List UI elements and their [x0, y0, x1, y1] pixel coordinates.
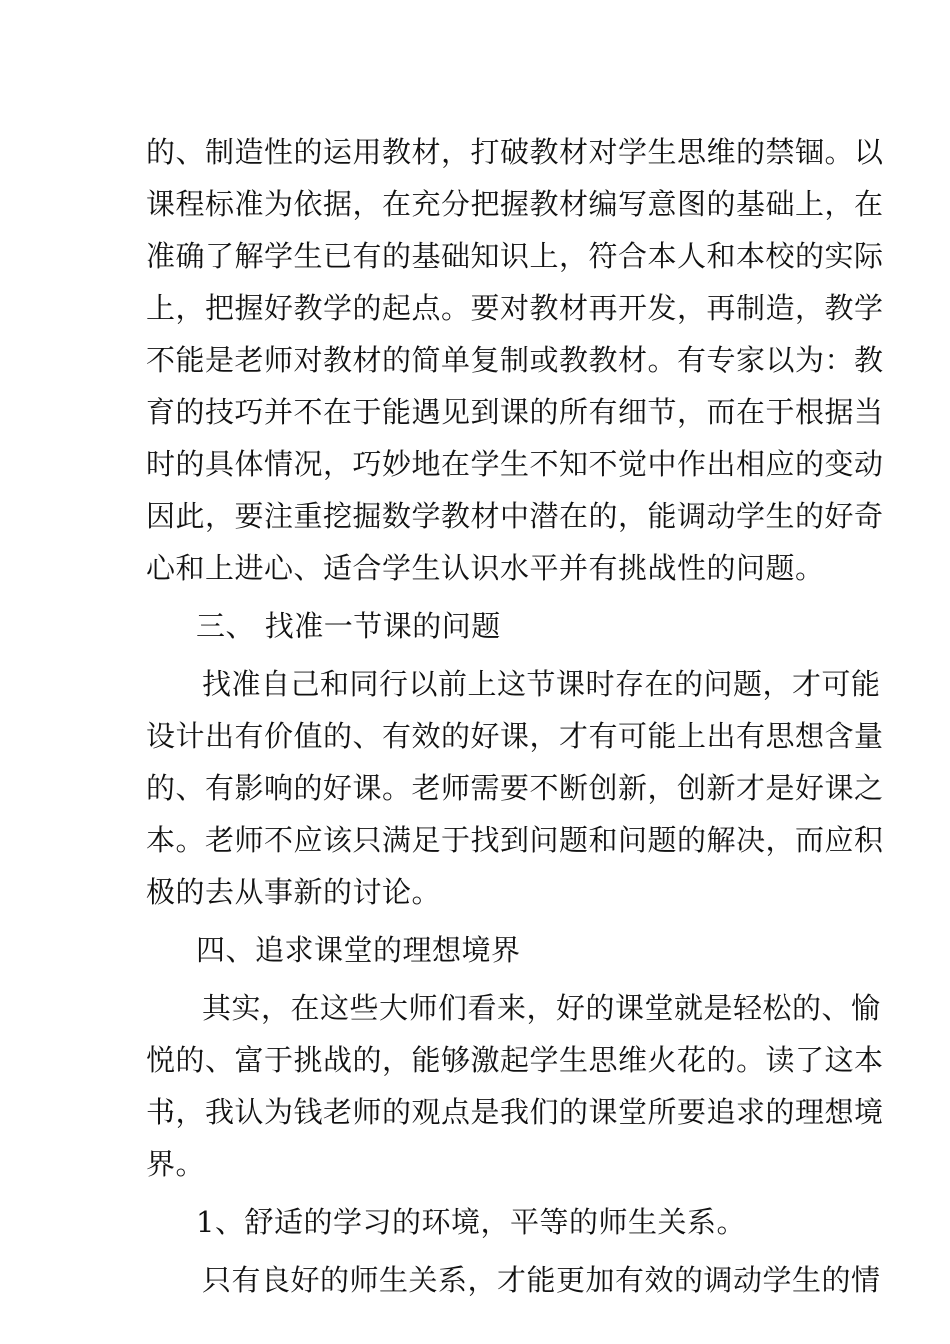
text-line: 准确了解学生已有的基础知识上，符合本人和本校的实际: [146, 239, 884, 273]
paragraph-first-line: 只有良好的师生关系，才能更加有效的调动学生的情: [202, 1263, 881, 1297]
text-line: 育的技巧并不在于能遇见到课的所有细节，而在于根据当: [146, 395, 884, 429]
subsection-heading: 1、舒适的学习的环境，平等的师生关系。: [196, 1205, 746, 1239]
text-line: 时的具体情况，巧妙地在学生不知不觉中作出相应的变动: [146, 447, 884, 481]
text-line: 的、制造性的运用教材，打破教材对学生思维的禁锢。以: [146, 135, 884, 169]
text-line: 因此，要注重挖掘数学教材中潜在的，能调动学生的好奇: [146, 499, 884, 533]
text-line: 的、有影响的好课。老师需要不断创新，创新才是好课之: [146, 771, 884, 805]
section-heading: 四、追求课堂的理想境界: [196, 933, 521, 967]
text-line: 课程标准为依据，在充分把握教材编写意图的基础上，在: [146, 187, 884, 221]
text-line: 不能是老师对教材的简单复制或教教材。有专家以为：教: [146, 343, 884, 377]
text-line: 极的去从事新的讨论。: [146, 875, 442, 909]
text-line: 本。老师不应该只满足于找到问题和问题的解决，而应积: [146, 823, 884, 857]
text-line: 心和上进心、适合学生认识水平并有挑战性的问题。: [146, 551, 825, 585]
paragraph-first-line: 找准自己和同行以前上这节课时存在的问题，才可能: [202, 667, 881, 701]
text-line: 书，我认为钱老师的观点是我们的课堂所要追求的理想境: [146, 1095, 884, 1129]
text-line: 上，把握好教学的起点。要对教材再开发，再制造，教学: [146, 291, 884, 325]
document-body: [146, 126, 884, 1306]
text-line: 界。: [146, 1147, 206, 1181]
paragraph-first-line: 其实，在这些大师们看来，好的课堂就是轻松的、愉: [202, 991, 881, 1025]
section-heading: 三、 找准一节课的问题: [196, 609, 501, 643]
text-line: 设计出有价值的、有效的好课，才有可能上出有思想含量: [146, 719, 884, 753]
text-line: 悦的、富于挑战的，能够激起学生思维火花的。读了这本: [146, 1043, 884, 1077]
